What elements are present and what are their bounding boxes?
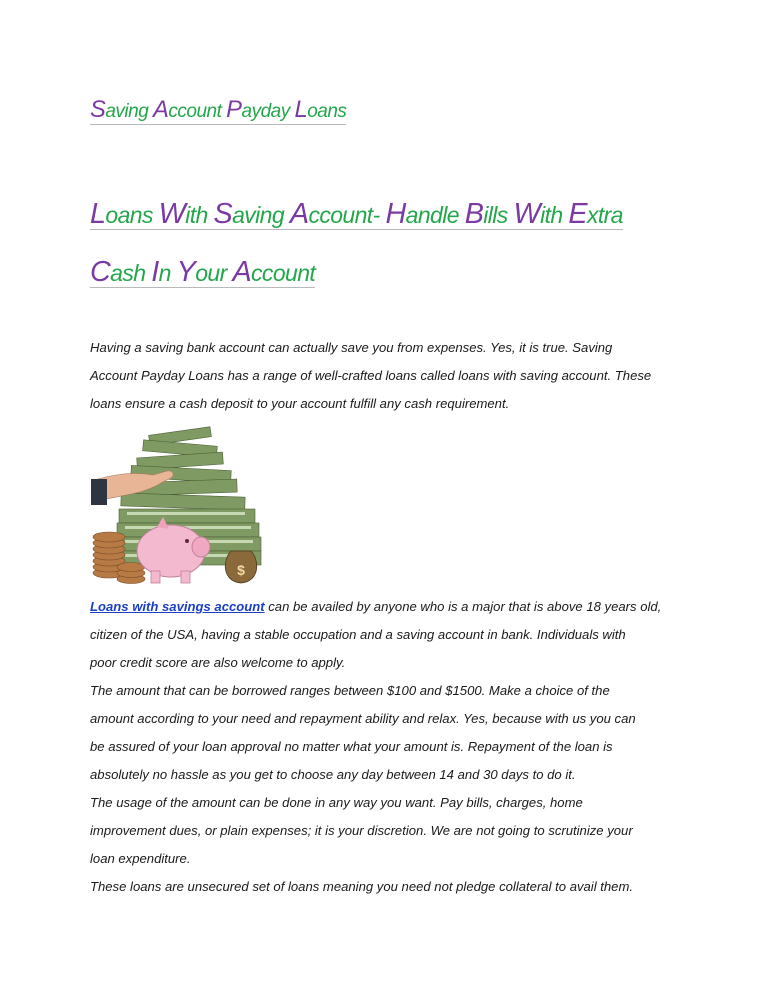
page-title (90, 98, 346, 125)
body-paragraph (90, 593, 690, 901)
body-line: absolutely no hassle as you get to choose any day between 14 and 30 days to do it. (90, 767, 576, 782)
heading-word: ccount- (308, 202, 386, 228)
section-heading-line-2 (90, 258, 315, 288)
section-heading-line-1 (90, 200, 623, 230)
heading-capital: P (226, 96, 242, 123)
body-line: citizen of the USA, having a stable occupation and a saving account in bank. Individuals with (90, 627, 626, 642)
heading-capital: L (90, 198, 106, 230)
body-line: loan expenditure. (90, 851, 191, 866)
heading-word: ayday (241, 101, 295, 122)
heading-capital: S (213, 198, 233, 230)
heading-word: ash (110, 260, 152, 286)
body-line: be assured of your loan approval no matter what your amount is. Repayment of the loan is (90, 739, 613, 754)
heading-word: aving (105, 101, 154, 122)
heading-word: ith (540, 202, 569, 228)
svg-text:$: $ (237, 562, 245, 578)
intro-line: Having a saving bank account can actually save you from expenses. Yes, it is true. Saving (90, 340, 613, 355)
heading-word: oans (307, 101, 347, 122)
heading-capital: C (90, 256, 111, 288)
heading-capital: B (464, 198, 484, 230)
body-first-line-text: can be availed by anyone who is a major that is above 18 years old, (264, 599, 662, 614)
heading-capital: L (294, 96, 308, 123)
body-line: The amount that can be borrowed ranges between $100 and $1500. Make a choice of the (90, 683, 610, 698)
heading-capital: E (568, 198, 587, 230)
heading-capital: A (232, 256, 252, 288)
heading-word: n (158, 260, 177, 286)
heading-word: ccount (168, 101, 227, 122)
heading-capital: W (513, 198, 541, 230)
intro-line: Account Payday Loans has a range of well-crafted loans called loans with saving account. These (90, 368, 652, 383)
body-line: The usage of the amount can be done in any way you want. Pay bills, charges, home (90, 795, 583, 810)
heading-capital: S (90, 96, 106, 123)
intro-paragraph (90, 334, 690, 418)
heading-word: ith (185, 202, 214, 228)
heading-capital: H (385, 198, 406, 230)
heading-word: aving (232, 202, 290, 228)
body-line: These loans are unsecured set of loans meaning you need not pledge collateral to avail them. (90, 879, 634, 894)
heading-capital: Y (176, 256, 196, 288)
heading-word: our (195, 260, 233, 286)
heading-capital: I (151, 256, 159, 288)
heading-word: xtra (586, 202, 623, 228)
heading-capital: W (158, 198, 186, 230)
body-first-line (90, 593, 690, 621)
heading-capital: A (289, 198, 309, 230)
money-piggy-bank-image (91, 423, 262, 589)
heading-capital: A (153, 96, 169, 123)
heading-word: oans (105, 202, 159, 228)
body-line: poor credit score are also welcome to apply. (90, 655, 346, 670)
intro-line: loans ensure a cash deposit to your account fulfill any cash requirement. (90, 396, 510, 411)
body-line: improvement dues, or plain expenses; it is your discretion. We are not going to scrutinize your (90, 823, 633, 838)
heading-word: ccount (251, 260, 316, 286)
loans-with-savings-account-link[interactable]: Loans with savings account (90, 599, 265, 614)
heading-word: andle (405, 202, 465, 228)
heading-word: ills (483, 202, 514, 228)
body-line: amount according to your need and repayment ability and relax. Yes, because with us you can (90, 711, 636, 726)
